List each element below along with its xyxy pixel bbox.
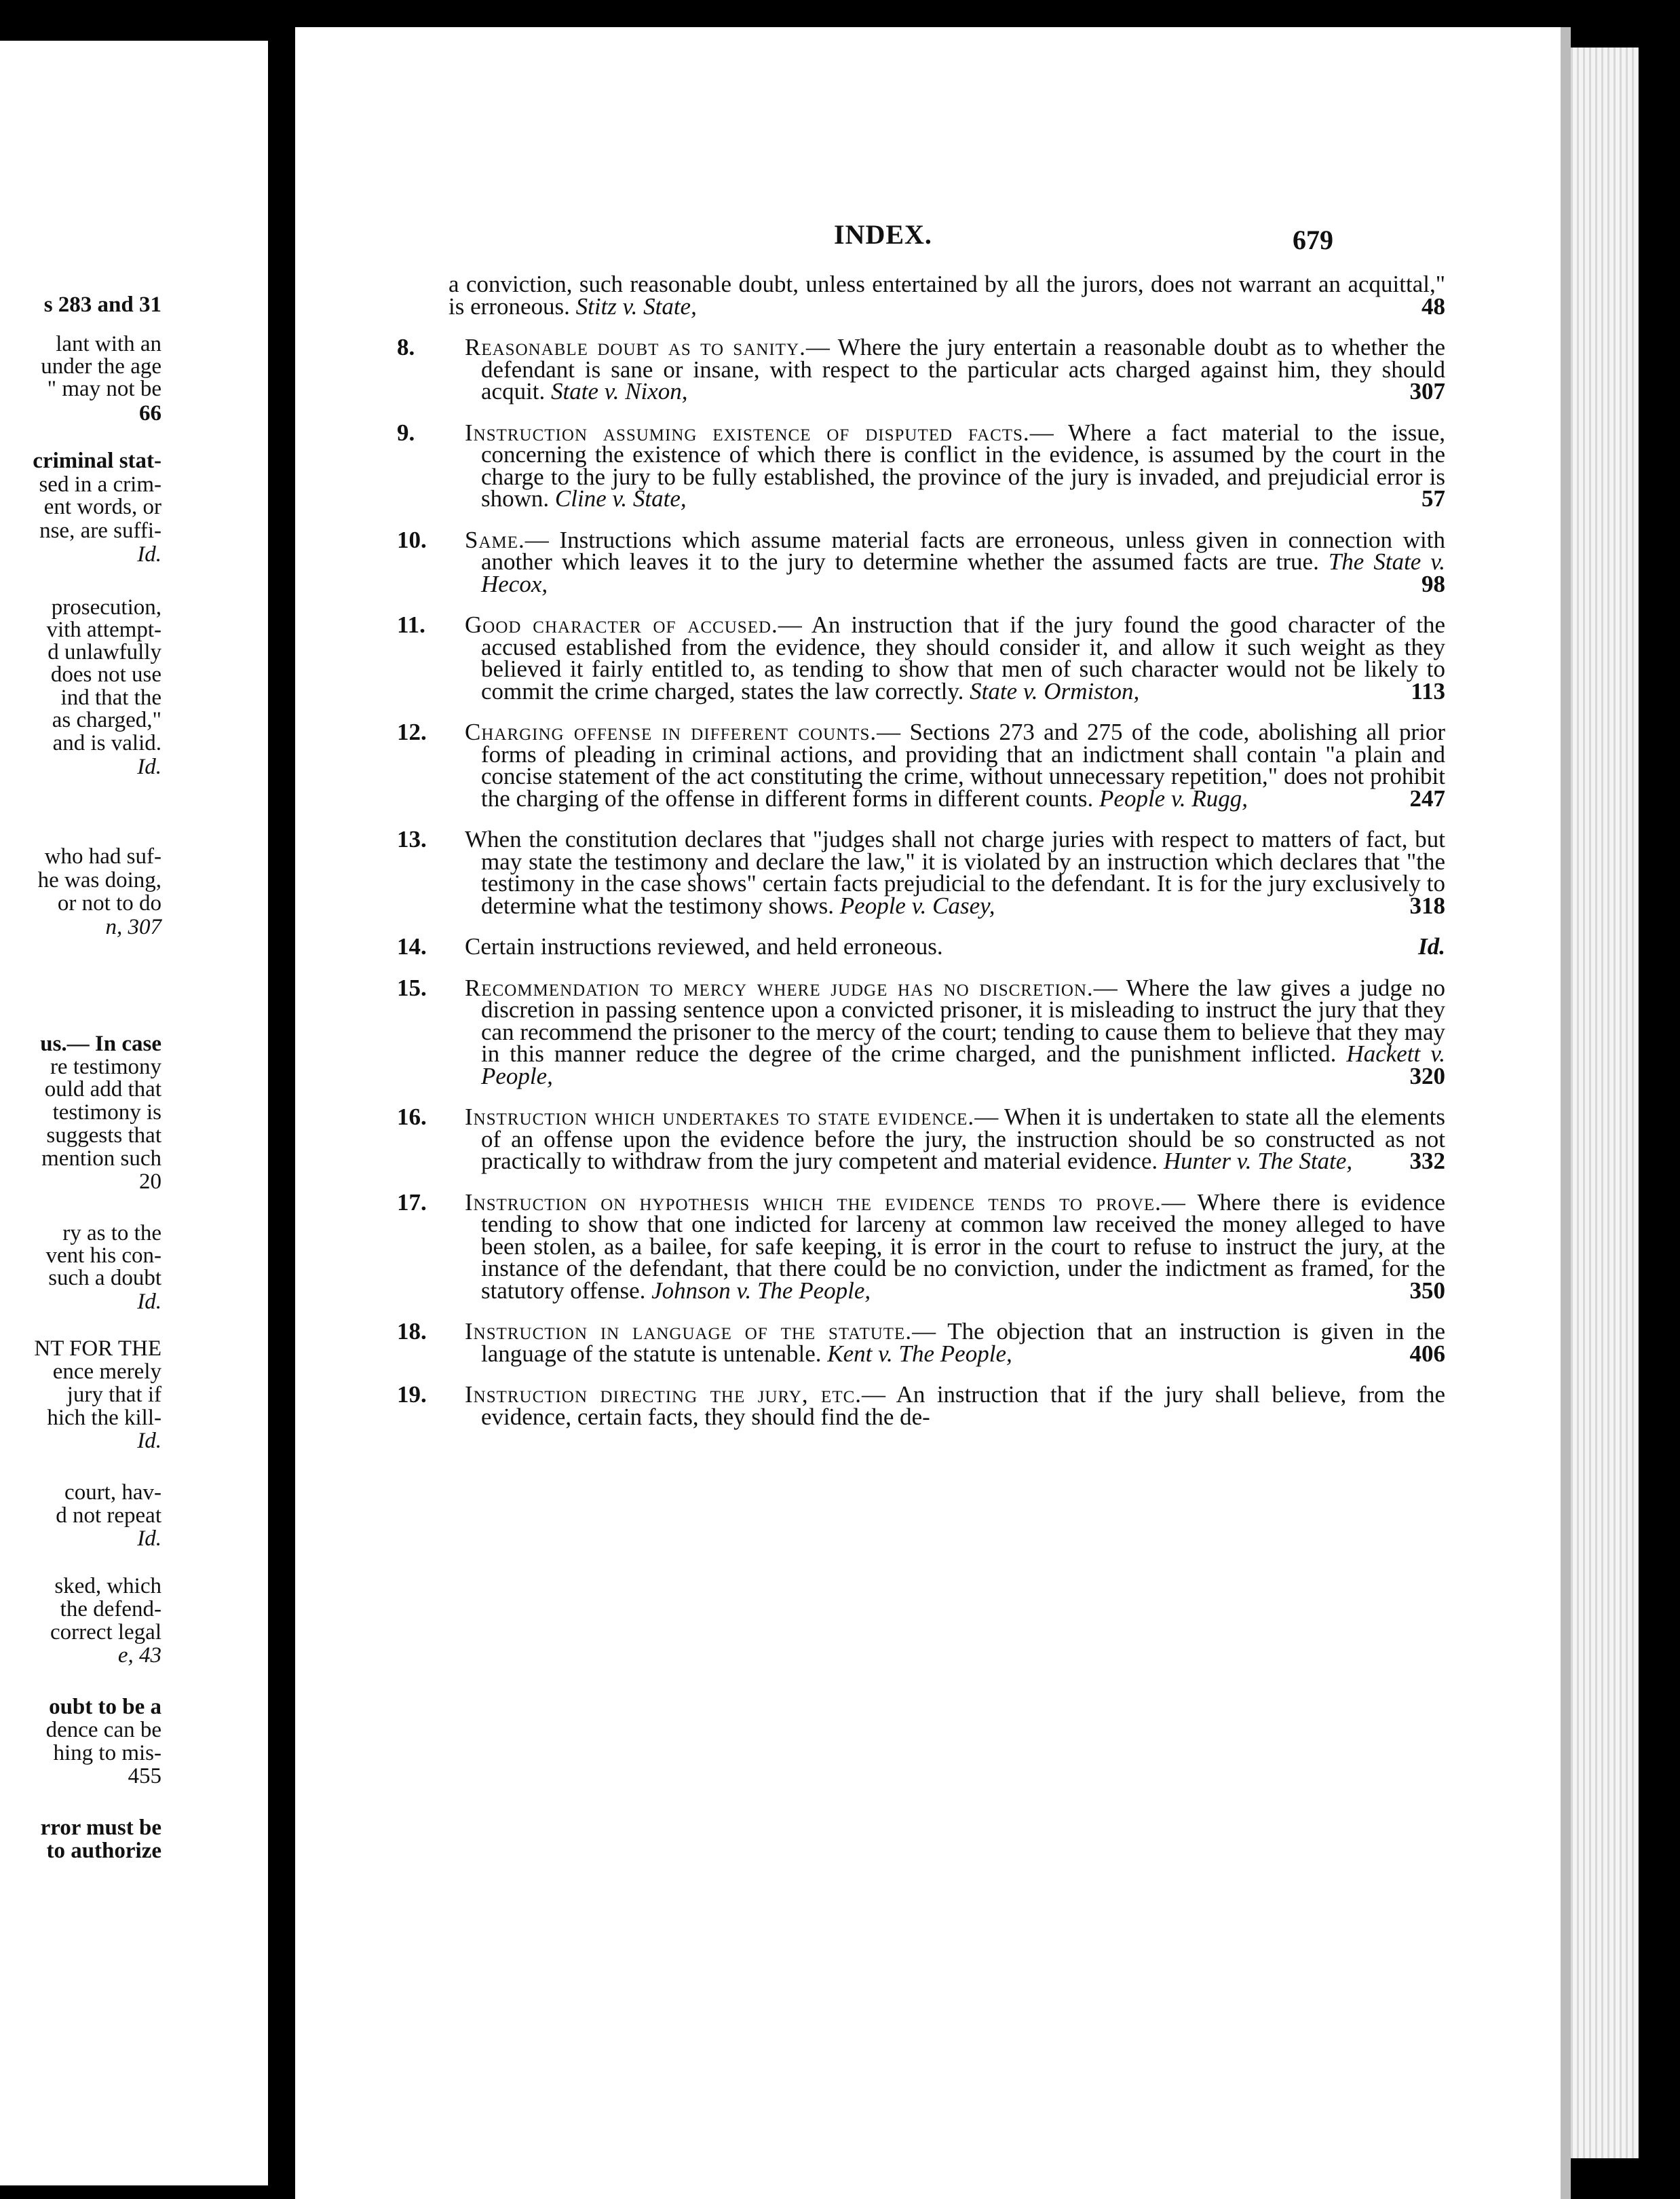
facing-page-line: sed in a crim- xyxy=(39,472,161,497)
page-reference: Id. xyxy=(1418,933,1445,960)
entry-body xyxy=(465,933,1445,960)
index-entry xyxy=(397,933,1445,960)
entry-number: 17. xyxy=(397,1188,427,1216)
facing-page-line: re testimony xyxy=(50,1055,161,1079)
facing-page-line: Id. xyxy=(137,542,161,567)
facing-page-line: Id. xyxy=(137,1526,161,1551)
entry-body xyxy=(465,1106,1445,1173)
page-reference: 247 xyxy=(1409,785,1445,812)
entry-body xyxy=(448,271,1445,320)
facing-page-line: d not repeat xyxy=(56,1503,161,1528)
facing-page-line: Id. xyxy=(137,1429,161,1453)
page-reference: 48 xyxy=(1421,293,1445,320)
facing-page-line: rror must be xyxy=(40,1816,161,1840)
case-citation: Kent v. The People, xyxy=(827,1340,1012,1367)
entry-topic: Recommendation to mercy where judge has no discretion. xyxy=(465,974,1094,1001)
page-reference: 113 xyxy=(1411,677,1445,704)
facing-page-line: and is valid. xyxy=(52,731,161,755)
index-entry xyxy=(397,826,1445,919)
facing-page-fragment xyxy=(0,41,268,2185)
index-entry xyxy=(397,271,1445,320)
case-citation: Hackett v. People, xyxy=(481,1040,1446,1089)
facing-page-line: " may not be xyxy=(47,377,161,401)
entry-number: 15. xyxy=(397,974,427,1001)
entry-text: — Where the jury entertain a reasonable doubt as to whether the defendant is sane or insane, with respect to the particular acts charged against him, they should acquit. xyxy=(481,334,1445,405)
entry-text: — The objection that an instruction is given in the language of the statute is untenable. xyxy=(481,1318,1445,1367)
facing-page-line: hing to mis- xyxy=(53,1741,161,1765)
entry-number: 10. xyxy=(397,526,427,553)
page-reference: 350 xyxy=(1409,1277,1445,1304)
facing-page-line: prosecution, xyxy=(51,595,161,620)
entry-text: Certain instructions reviewed, and held erroneous. xyxy=(465,933,943,960)
entry-number: 11. xyxy=(397,612,425,638)
facing-page-line: lant with an xyxy=(56,332,161,356)
facing-page-line: does not use xyxy=(50,662,161,687)
entry-body xyxy=(465,1318,1445,1367)
index-entry xyxy=(397,1188,1445,1304)
entry-body xyxy=(465,721,1445,810)
facing-page-line: to authorize xyxy=(46,1839,161,1863)
facing-page-line: n, 307 xyxy=(105,915,161,939)
entry-body xyxy=(465,614,1445,702)
entry-topic: Same. xyxy=(465,526,525,553)
entry-topic: Instruction on hypothesis which the evidence tends to prove. xyxy=(465,1188,1162,1216)
entry-text: — When it is undertaken to state all the elements of an offense upon the evidence before the jury, the instruction should be so constructed as not practically to withdraw from the jury competent and material evidence. xyxy=(481,1104,1445,1174)
entry-body xyxy=(465,826,1445,919)
facing-page-line: court, hav- xyxy=(64,1480,161,1505)
case-citation: State v. Nixon, xyxy=(551,378,688,405)
entry-topic: Charging offense in different counts. xyxy=(465,719,877,745)
entry-text: — Instructions which assume material facts are erroneous, unless given in connection with another which leaves it to the jury to determine whether the assumed facts are true. xyxy=(481,526,1445,575)
entry-topic: Reasonable doubt as to sanity. xyxy=(465,334,806,360)
facing-page-line: jury that if xyxy=(66,1383,161,1407)
case-citation: The State v. Hecox, xyxy=(481,548,1446,597)
facing-page-line: e, 43 xyxy=(117,1643,161,1668)
facing-page-line: s 283 and 31 xyxy=(43,293,161,317)
facing-page-line: NT FOR THE xyxy=(34,1336,161,1361)
entry-text: — Where there is evidence tending to show that one indicted for larceny at common law received the money alleged to have been stolen, as a bailee, for safe keeping, it is error in the court to refuse to instruct the jury, at the instance of the defendant, that there could be no conviction, under the indictment as framed, for the statutory offense. xyxy=(481,1188,1445,1304)
case-citation: Hunter v. The State, xyxy=(1163,1148,1353,1174)
entry-topic: Instruction in language of the statute. xyxy=(465,1318,913,1345)
facing-page-line: sked, which xyxy=(54,1574,161,1598)
page-reference: 318 xyxy=(1409,892,1445,919)
entry-body xyxy=(465,334,1445,405)
facing-page-line: hich the kill- xyxy=(47,1406,161,1430)
facing-page-line: criminal stat- xyxy=(33,449,161,473)
page-reference: 320 xyxy=(1409,1062,1445,1089)
page-reference: 57 xyxy=(1421,485,1445,512)
page-header xyxy=(295,219,1571,259)
entry-number: 8. xyxy=(397,334,415,360)
facing-page-line: or not to do xyxy=(57,891,161,916)
entry-topic: Instruction which undertakes to state evidence. xyxy=(465,1104,975,1130)
entry-topic: Instruction assuming existence of disputed facts. xyxy=(465,419,1030,446)
entry-text: — Where a fact material to the issue, concerning the existence of which there is conflict in the evidence, is assumed by the court in the charge to the jury to be fully established, the province of the jury is invaded, and prejudicial error is shown. xyxy=(481,419,1446,512)
index-entry xyxy=(397,419,1446,512)
index-page xyxy=(295,27,1571,2199)
facing-page-line: ence merely xyxy=(52,1359,161,1384)
case-citation: State v. Ormiston, xyxy=(970,677,1140,704)
facing-page-line: ent words, or xyxy=(43,495,161,519)
entry-number: 9. xyxy=(397,419,415,446)
facing-page-line: the defend- xyxy=(60,1597,161,1621)
index-entry xyxy=(397,334,1445,405)
facing-page-line: oubt to be a xyxy=(49,1695,161,1719)
entry-text: — An instruction that if the jury shall believe, from the evidence, certain facts, they should find the de- xyxy=(481,1381,1445,1430)
page-reference: 307 xyxy=(1409,378,1445,405)
entry-topic: Instruction directing the jury, etc. xyxy=(465,1381,862,1408)
facing-page-line: us.— In case xyxy=(40,1032,161,1056)
entry-text: When the constitution declares that "judges shall not charge juries with respect to matters of fact, but may state the testimony and declare the law," it is violated by an instruction which declares that "the testimony in the case shows" certain facts prejudicial to the defendant. It is for the jury exclusively to determine what the testimony shows. xyxy=(465,826,1445,919)
case-citation: Cline v. State, xyxy=(554,485,687,512)
facing-page-line: vith attempt- xyxy=(46,618,161,642)
facing-page-line: 455 xyxy=(128,1764,161,1788)
entry-number: 18. xyxy=(397,1318,427,1345)
entry-number: 14. xyxy=(397,933,427,960)
facing-page-line: d unlawfully xyxy=(47,640,161,664)
facing-page-line: such a doubt xyxy=(48,1266,161,1290)
page-edge-shadow xyxy=(1561,27,1571,2199)
facing-page-line: under the age xyxy=(41,354,161,379)
entry-body xyxy=(465,1188,1445,1304)
index-entry xyxy=(397,1318,1445,1367)
page-number: 679 xyxy=(1293,225,1333,255)
index-entry xyxy=(397,974,1446,1089)
index-entry xyxy=(397,526,1446,597)
case-citation: Stitz v. State, xyxy=(575,293,697,320)
facing-page-line: he was doing, xyxy=(37,868,161,892)
entry-body xyxy=(465,419,1446,512)
index-entry xyxy=(397,1106,1445,1173)
running-title: INDEX. xyxy=(834,219,932,250)
facing-page-line: dence can be xyxy=(45,1718,161,1742)
case-citation: People v. Casey, xyxy=(839,892,995,919)
entry-text: — Where the law gives a judge no discretion in passing sentence upon a convicted prisoner, it is misleading to instruct the jury that they can recommend the prisoner to the mercy of the court; tending to cause them to believe that they may in this manner reduce the degree of the crime charged, and the punishment inflicted. xyxy=(481,974,1445,1067)
facing-page-line: ry as to the xyxy=(62,1221,161,1245)
facing-page-line: mention such xyxy=(41,1146,161,1171)
page-reference: 332 xyxy=(1409,1148,1445,1174)
entry-text: — Sections 273 and 275 of the code, abolishing all prior forms of pleading in criminal actions, and providing that an indictment shall contain "a plain and concise statement of the act constituting the crime, without unnecessary repetition," does not prohibit the charging of the offense in different forms in different counts. xyxy=(481,719,1446,812)
facing-page-line: as charged," xyxy=(52,708,161,732)
facing-page-line: suggests that xyxy=(46,1123,161,1148)
facing-page-line: nse, are suffi- xyxy=(39,519,161,543)
page-reference: 98 xyxy=(1421,570,1445,597)
case-citation: People v. Rugg, xyxy=(1099,785,1248,812)
case-citation: Johnson v. The People, xyxy=(651,1277,871,1304)
index-entry xyxy=(397,1381,1445,1430)
entry-body xyxy=(465,526,1446,597)
facing-page-line: Id. xyxy=(137,1290,161,1314)
facing-page-line: vent his con- xyxy=(45,1243,161,1268)
book-gutter xyxy=(268,0,295,2199)
facing-page-line: ind that the xyxy=(60,685,161,710)
entry-text: — An instruction that if the jury found the good character of the accused established from the evidence, they should consider it, and allow it such weight as they believed it fairly entitled to, as tending to show that men of such character would not be likely to commit the crime charged, states the law correctly. xyxy=(481,612,1445,704)
entry-number: 16. xyxy=(397,1104,427,1130)
index-entries xyxy=(397,271,1446,1447)
entry-body xyxy=(465,974,1446,1089)
index-entry xyxy=(397,721,1445,810)
facing-page-line: testimony is xyxy=(52,1100,161,1125)
entry-number: 13. xyxy=(397,826,427,852)
facing-page-line: correct legal xyxy=(50,1620,161,1644)
entry-body xyxy=(465,1381,1445,1430)
facing-page-line: Id. xyxy=(137,755,161,779)
page-reference: 406 xyxy=(1409,1340,1445,1367)
facing-page-line: 66 xyxy=(139,401,161,426)
page-edges xyxy=(1571,48,1639,2158)
facing-page-line: who had suf- xyxy=(44,844,161,869)
entry-text: a conviction, such reasonable doubt, unless entertained by all the jurors, does not warrant an acquittal," is erroneous. xyxy=(448,271,1445,320)
entry-topic: Good character of accused. xyxy=(465,612,778,638)
facing-page-line: ould add that xyxy=(44,1077,161,1102)
entry-number: 12. xyxy=(397,719,427,745)
entry-number: 19. xyxy=(397,1381,427,1408)
facing-page-line: 20 xyxy=(139,1169,161,1194)
index-entry xyxy=(397,614,1445,702)
